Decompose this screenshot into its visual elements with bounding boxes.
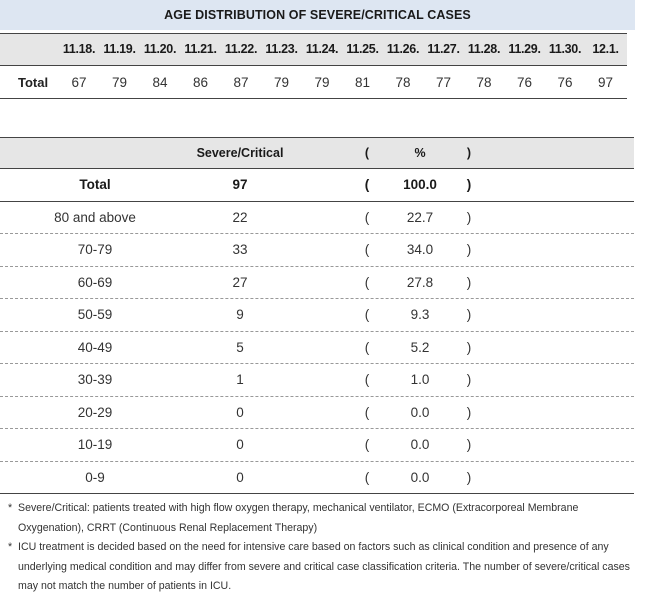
total-cell: 81 <box>354 75 371 90</box>
table-row <box>0 397 634 430</box>
date-cell: 11.30. <box>548 42 582 56</box>
close-paren: ) <box>466 437 472 453</box>
age-label: 10-19 <box>77 437 113 453</box>
case-percent: 0.0 <box>410 437 430 453</box>
footnote-text: Severe/Critical: patients treated with high flow oxygen therapy, mechanical ventilator, ECMO (Extracorporeal Membrane Oxygenation), CRRT (Continuous Renal Replacement Therapy) <box>18 502 579 534</box>
table-row-total <box>0 169 634 202</box>
date-cell: 11.20. <box>143 42 177 56</box>
case-count: 0 <box>236 404 244 420</box>
table-row <box>0 234 634 267</box>
open-paren: ( <box>364 372 370 388</box>
date-cell: 12.1. <box>592 42 619 56</box>
case-count: 0 <box>236 437 244 453</box>
age-label: 20-29 <box>77 404 113 420</box>
footnote-severe-critical <box>8 499 640 538</box>
date-cell: 11.23. <box>265 42 298 56</box>
close-paren: ) <box>466 307 472 323</box>
case-percent: 34.0 <box>406 242 434 258</box>
total-cell: 97 <box>597 75 614 90</box>
table-row <box>0 429 634 462</box>
case-percent: 0.0 <box>410 469 430 485</box>
age-label: 50-59 <box>77 307 113 323</box>
open-paren: ( <box>364 307 370 323</box>
table-row <box>0 364 634 397</box>
date-cell: 11.19. <box>103 42 136 56</box>
age-label: 60-69 <box>77 274 113 290</box>
footnote-icu <box>8 538 640 597</box>
case-percent: 5.2 <box>410 339 430 355</box>
total-cell: 78 <box>476 75 492 90</box>
close-paren: ) <box>466 339 472 355</box>
case-percent: 22.7 <box>406 209 434 225</box>
case-count: 22 <box>232 209 248 225</box>
date-cell: 11.18. <box>62 42 96 56</box>
footnotes <box>8 499 640 597</box>
date-cell: 11.21. <box>184 42 217 56</box>
total-cell: 76 <box>516 75 533 90</box>
case-count: 33 <box>232 242 248 258</box>
open-paren: ( <box>364 177 370 193</box>
age-table-header <box>0 137 634 169</box>
total-row-label: Total <box>18 75 49 90</box>
case-count: 0 <box>236 469 244 485</box>
total-cell: 79 <box>314 75 330 90</box>
page-title <box>0 0 635 30</box>
open-paren: ( <box>364 339 370 355</box>
footnote-marker: * <box>8 541 13 553</box>
footnote-text: ICU treatment is decided based on the need for intensive care based on factors such as clinical condition and presence of any underlying medical condition and may differ from severe and critical case classification criteria. The number of severe/critical cases may not match the number of patients in ICU. <box>18 541 630 592</box>
case-count: 5 <box>236 339 244 355</box>
total-cell: 84 <box>152 75 168 90</box>
total-cell: 67 <box>71 75 87 90</box>
daily-total-row <box>0 66 627 99</box>
total-cell: 79 <box>111 75 128 90</box>
total-cell: 86 <box>192 75 209 90</box>
header-open-paren: ( <box>364 146 370 160</box>
age-label: 0-9 <box>85 469 105 485</box>
page-title-text: AGE DISTRIBUTION OF SEVERE/CRITICAL CASES <box>164 8 471 22</box>
case-count: 1 <box>236 372 244 388</box>
age-label: 80 and above <box>54 209 136 225</box>
header-percent: % <box>414 146 426 160</box>
close-paren: ) <box>466 372 472 388</box>
table-row <box>0 462 634 495</box>
date-cell: 11.25. <box>346 42 379 56</box>
daily-date-header-row <box>0 33 627 66</box>
date-cell: 11.22. <box>224 42 258 56</box>
case-percent: 9.3 <box>410 307 430 323</box>
header-age <box>0 138 190 168</box>
total-cell: 77 <box>435 75 452 90</box>
case-count: 27 <box>232 274 248 290</box>
age-label: 70-79 <box>77 242 113 258</box>
table-row <box>0 202 634 235</box>
total-cell: 79 <box>273 75 290 90</box>
header-close-paren: ) <box>466 146 472 160</box>
age-label: 40-49 <box>77 339 113 355</box>
date-cell: 11.24. <box>305 42 339 56</box>
table-row <box>0 332 634 365</box>
close-paren: ) <box>466 242 472 258</box>
open-paren: ( <box>364 437 370 453</box>
open-paren: ( <box>364 242 370 258</box>
close-paren: ) <box>466 404 472 420</box>
date-cell: 11.29. <box>508 42 541 56</box>
case-count: 9 <box>236 307 244 323</box>
close-paren: ) <box>466 209 472 225</box>
open-paren: ( <box>364 469 370 485</box>
close-paren: ) <box>466 469 472 485</box>
age-distribution-table <box>0 137 634 494</box>
case-percent: 1.0 <box>410 372 430 388</box>
open-paren: ( <box>364 274 370 290</box>
age-label: Total <box>79 177 111 193</box>
total-cell: 87 <box>233 75 249 90</box>
open-paren: ( <box>364 209 370 225</box>
age-label: 30-39 <box>77 372 113 388</box>
close-paren: ) <box>466 177 472 193</box>
footnote-marker: * <box>8 502 13 514</box>
header-severe-critical: Severe/Critical <box>196 146 284 160</box>
date-cell: 11.26. <box>386 42 420 56</box>
table-row <box>0 299 634 332</box>
case-count: 97 <box>232 177 248 193</box>
case-percent: 100.0 <box>403 177 437 193</box>
total-cell: 78 <box>395 75 411 90</box>
open-paren: ( <box>364 404 370 420</box>
total-cell: 76 <box>557 75 573 90</box>
close-paren: ) <box>466 274 472 290</box>
date-cell: 11.27. <box>427 42 460 56</box>
case-percent: 0.0 <box>410 404 430 420</box>
date-cell: 11.28. <box>467 42 501 56</box>
case-percent: 27.8 <box>406 274 434 290</box>
table-row <box>0 267 634 300</box>
